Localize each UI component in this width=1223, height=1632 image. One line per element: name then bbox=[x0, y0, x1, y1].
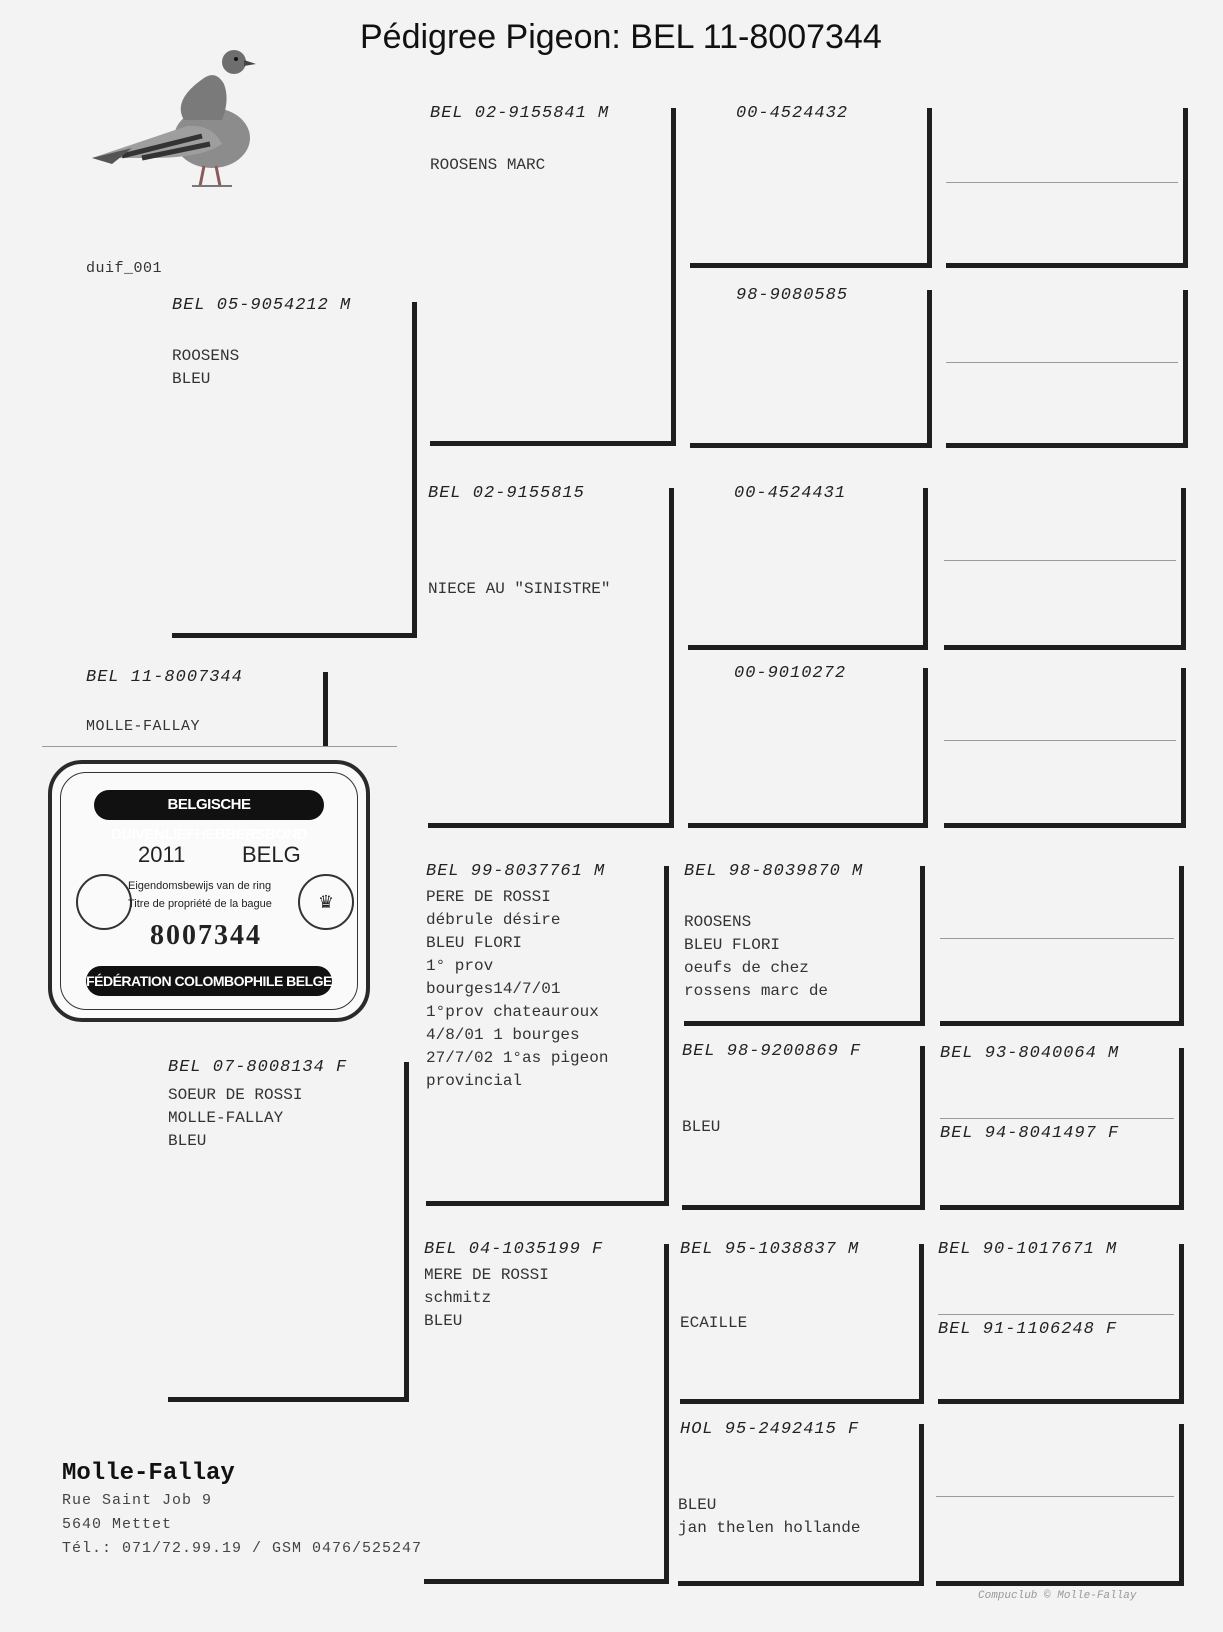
gen3-ring: 98-9080585 bbox=[736, 286, 849, 305]
father-ring: BEL 05-9054212 M bbox=[172, 296, 352, 315]
divider bbox=[42, 746, 397, 747]
mother-ring: BEL 07-8008134 F bbox=[168, 1058, 348, 1077]
mother-info: SOEUR DE ROSSI MOLLE-FALLAY BLEU bbox=[168, 1086, 303, 1150]
page-title: Pédigree Pigeon: BEL 11-8007344 bbox=[360, 18, 882, 56]
mm-box bbox=[424, 1244, 669, 1584]
father-box bbox=[172, 302, 417, 638]
gen3-box bbox=[680, 1244, 924, 1404]
mm-info: MERE DE ROSSI schmitz BLEU bbox=[424, 1266, 549, 1330]
card-line2: Titre de propriété de la bague bbox=[128, 898, 272, 910]
card-year: 2011 bbox=[138, 842, 186, 867]
gen3-box bbox=[688, 488, 928, 650]
gen4-box bbox=[944, 488, 1186, 650]
gen3-info: ROOSENS BLEU FLORI oeufs de chez rossens marc de bbox=[684, 913, 829, 1000]
card-top-banner: BELGISCHE DUIVENLIEFHEBBERSBOND bbox=[94, 790, 324, 820]
left-rosette-icon bbox=[76, 874, 132, 930]
footer-phone: Tél.: 071/72.99.19 / GSM 0476/525247 bbox=[62, 1540, 423, 1557]
ff-box bbox=[430, 108, 676, 446]
gen4-box bbox=[936, 1424, 1184, 1586]
ff-info: ROOSENS MARC bbox=[430, 156, 546, 174]
pigeon-illustration bbox=[92, 40, 272, 200]
gen3-box bbox=[678, 1424, 924, 1586]
footer-address: Rue Saint Job 9 bbox=[62, 1492, 213, 1509]
gen3-ring: HOL 95-2492415 F bbox=[680, 1420, 860, 1439]
mf-ring: BEL 99-8037761 M bbox=[426, 862, 606, 881]
gen4-sire-ring: BEL 93-8040064 M bbox=[940, 1044, 1120, 1063]
gen3-ring: 00-9010272 bbox=[734, 664, 847, 683]
gen4-divider bbox=[940, 938, 1174, 939]
gen3-box bbox=[688, 668, 928, 828]
right-crown-icon: ♛ bbox=[298, 874, 354, 930]
gen4-box bbox=[940, 1048, 1184, 1210]
gen4-divider bbox=[944, 740, 1176, 741]
fm-ring: BEL 02-9155815 bbox=[428, 484, 585, 503]
mm-ring: BEL 04-1035199 F bbox=[424, 1240, 604, 1259]
pigeon-ring: BEL 11-8007344 bbox=[86, 668, 243, 687]
gen3-ring: 00-4524431 bbox=[734, 484, 847, 503]
gen3-box bbox=[682, 1046, 925, 1210]
gen3-box bbox=[690, 290, 932, 448]
mf-box bbox=[426, 866, 669, 1206]
gen4-sire-ring: BEL 90-1017671 M bbox=[938, 1240, 1118, 1259]
gen3-info: BLEU bbox=[682, 1118, 721, 1136]
gen4-dam-ring: BEL 91-1106248 F bbox=[938, 1320, 1118, 1339]
gen4-box bbox=[944, 668, 1186, 828]
ff-ring: BEL 02-9155841 M bbox=[430, 104, 610, 123]
mf-info: PERE DE ROSSI débrule désire BLEU FLORI 1° prov bourges14/7/01 1°prov chateauroux 4/8/01 1 bourges 27/7/02 1°as pigeon provincial bbox=[426, 888, 609, 1090]
gen3-info: BLEU jan thelen hollande bbox=[678, 1496, 861, 1537]
gen3-box bbox=[690, 108, 932, 268]
gen4-divider bbox=[936, 1496, 1174, 1497]
pigeon-box-line bbox=[323, 672, 328, 746]
gen4-dam-ring: BEL 94-8041497 F bbox=[940, 1124, 1120, 1143]
gen4-divider bbox=[940, 1118, 1174, 1119]
card-number: 8007344 bbox=[150, 920, 262, 951]
gen4-divider bbox=[946, 362, 1178, 363]
gen4-box bbox=[946, 290, 1188, 448]
ring-card bbox=[48, 760, 370, 1022]
card-line1: Eigendomsbewijs van de ring bbox=[128, 880, 272, 892]
gen3-ring: BEL 98-8039870 M bbox=[684, 862, 864, 881]
mother-box bbox=[168, 1062, 409, 1402]
footer-name: Molle-Fallay bbox=[62, 1460, 235, 1487]
card-bottom-banner: FÉDÉRATION COLOMBOPHILE BELGE bbox=[86, 966, 332, 996]
gen4-divider bbox=[944, 560, 1176, 561]
gen4-box bbox=[946, 108, 1188, 268]
card-country: BELG bbox=[242, 842, 301, 867]
gen4-box bbox=[938, 1244, 1184, 1404]
fm-info: NIECE AU "SINISTRE" bbox=[428, 580, 611, 598]
footer-city: 5640 Mettet bbox=[62, 1516, 173, 1533]
fm-box bbox=[428, 488, 674, 828]
gen4-divider bbox=[946, 182, 1178, 183]
gen3-ring: BEL 98-9200869 F bbox=[682, 1042, 862, 1061]
gen3-info: ECAILLE bbox=[680, 1314, 748, 1332]
gen4-divider bbox=[938, 1314, 1174, 1315]
credit: Compuclub © Molle-Fallay bbox=[978, 1590, 1137, 1602]
gen3-ring: 00-4524432 bbox=[736, 104, 849, 123]
file-label: duif_001 bbox=[86, 260, 163, 277]
gen4-box bbox=[940, 866, 1184, 1026]
gen3-box bbox=[684, 866, 925, 1026]
pigeon-owner: MOLLE-FALLAY bbox=[86, 718, 201, 735]
gen3-ring: BEL 95-1038837 M bbox=[680, 1240, 860, 1259]
father-info: ROOSENS BLEU bbox=[172, 347, 240, 388]
